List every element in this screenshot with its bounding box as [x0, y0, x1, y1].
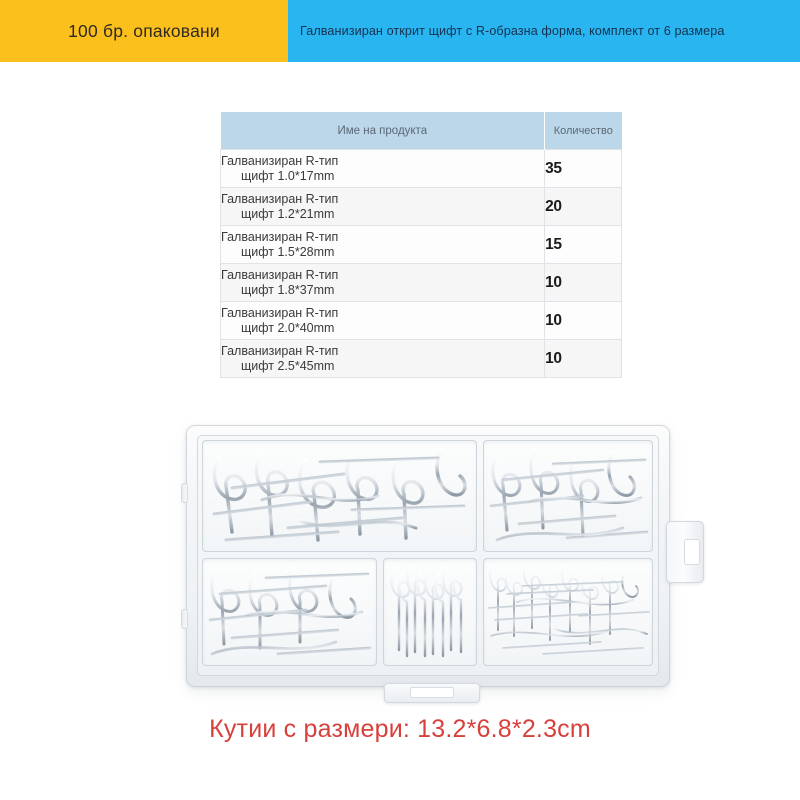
r-clip-icon	[483, 440, 653, 552]
box-latch-right	[666, 521, 704, 583]
table-row	[221, 264, 622, 302]
compartment-bottom-right	[483, 558, 653, 666]
banner-description-label: Галванизиран открит щифт с R-образна форма, комплект от 6 размера	[300, 24, 725, 38]
cell-product-name	[221, 150, 545, 188]
box-latch-bottom	[384, 683, 480, 703]
column-header-product-name: Име на продукта	[221, 112, 545, 150]
cell-quantity: 10	[545, 264, 622, 302]
product-name-line2: щифт 1.5*28mm	[241, 244, 335, 259]
cell-product-name	[221, 226, 545, 264]
table-header-row	[221, 112, 622, 150]
product-name-line1: Галванизиран R-тип	[221, 305, 339, 320]
box-dimensions-caption: Кутии с размери: 13.2*6.8*2.3cm	[209, 715, 591, 743]
cell-product-name	[221, 302, 545, 340]
cell-quantity: 10	[545, 340, 622, 378]
cell-product-name	[221, 188, 545, 226]
top-banner	[0, 0, 800, 62]
table-row	[221, 302, 622, 340]
r-clip-icon	[202, 558, 377, 666]
product-name-line2: щифт 2.5*45mm	[241, 358, 335, 373]
table-row	[221, 340, 622, 378]
compartment-top-left	[202, 440, 477, 552]
compartment-bottom-left	[202, 558, 377, 666]
product-photo	[150, 405, 720, 700]
product-name-line1: Галванизиран R-тип	[221, 267, 339, 282]
product-name-line1: Галванизиран R-тип	[221, 191, 339, 206]
r-clip-icon	[383, 558, 477, 666]
cell-quantity: 15	[545, 226, 622, 264]
table-row	[221, 150, 622, 188]
product-name-line1: Галванизиран R-тип	[221, 229, 339, 244]
plastic-organizer-box	[186, 425, 670, 687]
cell-product-name	[221, 264, 545, 302]
cell-product-name	[221, 340, 545, 378]
banner-quantity-label: 100 бр. опаковани	[68, 20, 220, 41]
product-name-line2: щифт 1.2*21mm	[241, 206, 335, 221]
column-header-quantity: Количество	[545, 112, 622, 150]
table-header	[221, 112, 622, 150]
product-name-line2: щифт 1.0*17mm	[241, 168, 335, 183]
compartment-top-right	[483, 440, 653, 552]
box-tray	[197, 435, 659, 676]
box-hinge-icon	[181, 483, 188, 503]
product-name-line1: Галванизиран R-тип	[221, 343, 339, 358]
cell-quantity: 35	[545, 150, 622, 188]
table-row	[221, 188, 622, 226]
product-name-line2: щифт 1.8*37mm	[241, 282, 335, 297]
banner-description	[288, 0, 800, 62]
r-clip-icon	[202, 440, 477, 552]
specification-table	[220, 112, 622, 378]
cell-quantity: 20	[545, 188, 622, 226]
table-row	[221, 226, 622, 264]
compartment-bottom-middle	[383, 558, 477, 666]
cell-quantity: 10	[545, 302, 622, 340]
table-body	[221, 150, 622, 378]
banner-quantity-badge	[0, 0, 288, 62]
product-name-line2: щифт 2.0*40mm	[241, 320, 335, 335]
product-name-line1: Галванизиран R-тип	[221, 153, 339, 168]
r-clip-icon	[483, 558, 653, 666]
box-hinge-icon	[181, 609, 188, 629]
